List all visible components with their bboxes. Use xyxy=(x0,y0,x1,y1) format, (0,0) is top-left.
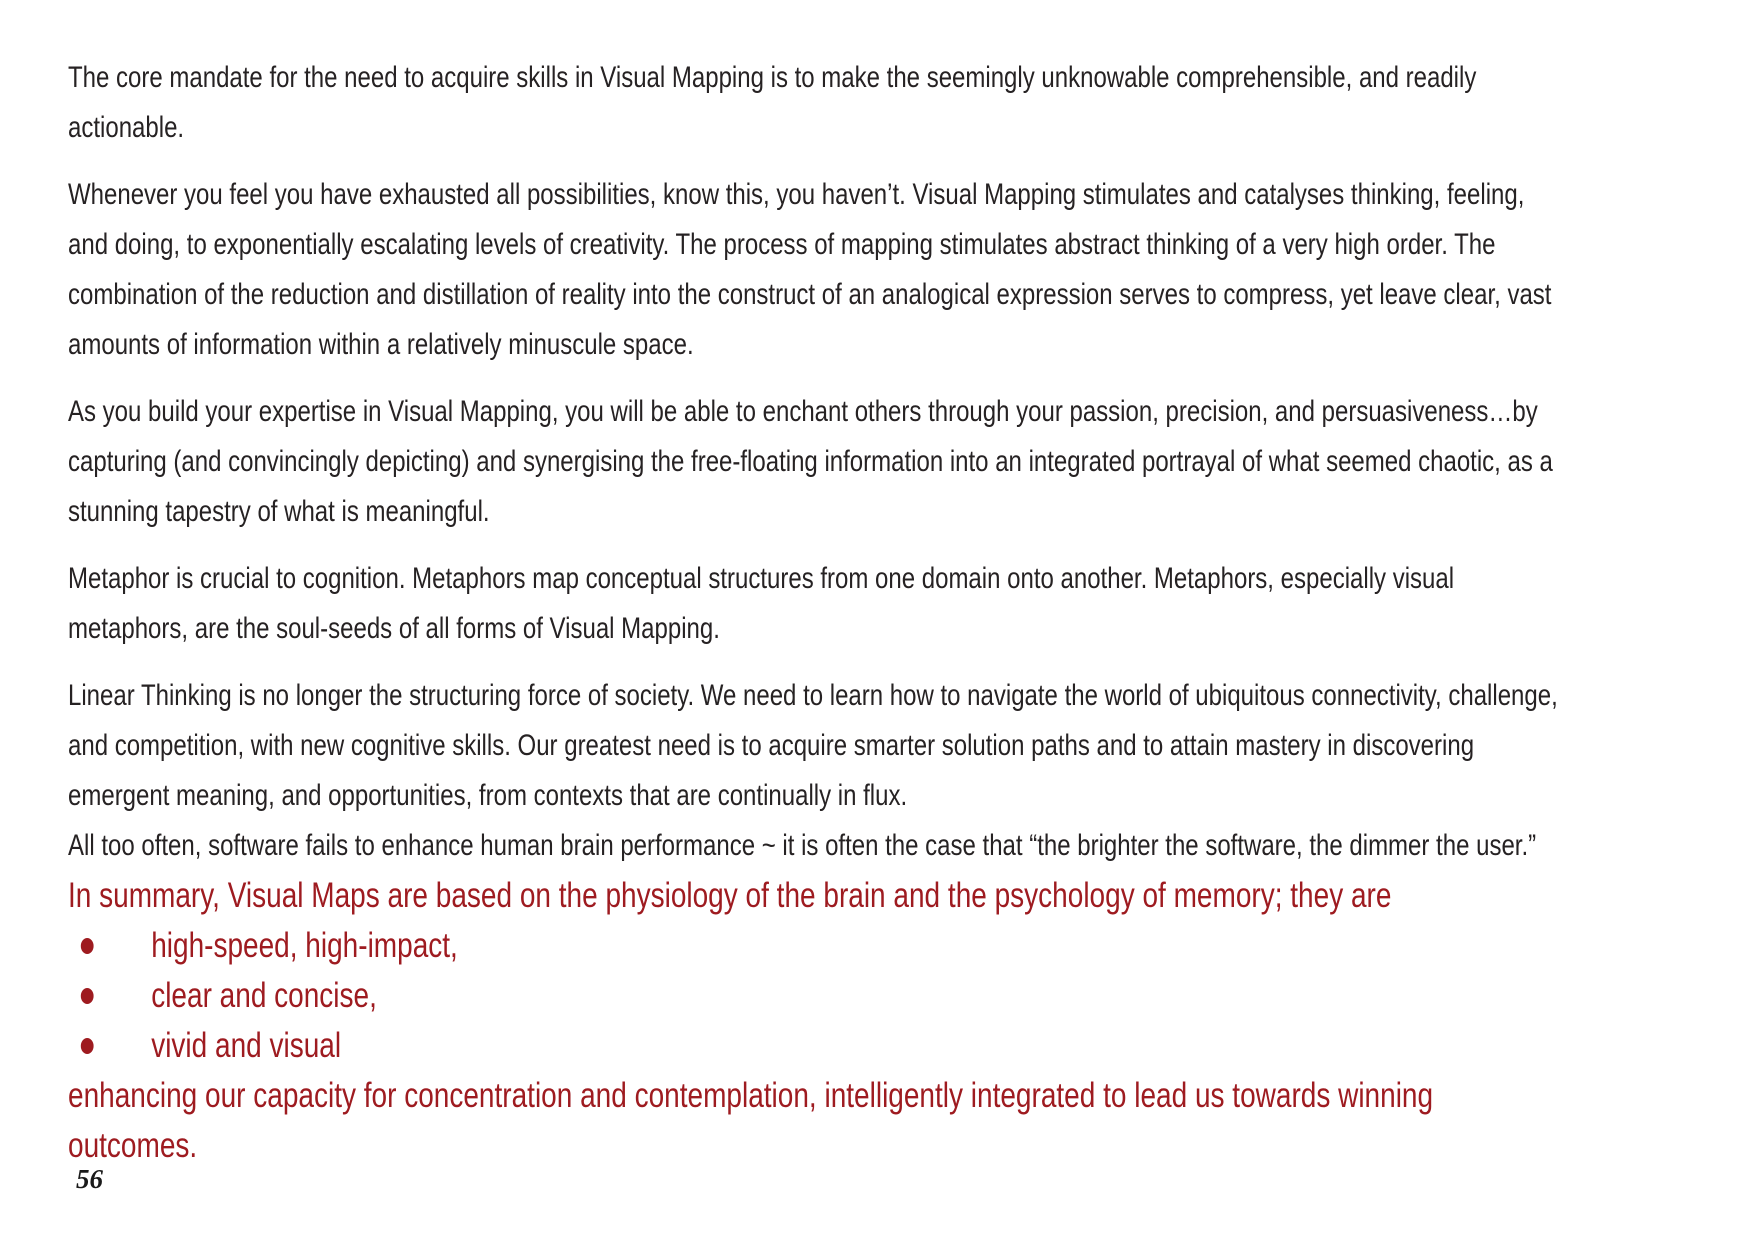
text-line: metaphors, are the soul-seeds of all forms of Visual Mapping. xyxy=(68,612,720,645)
text-line: combination of the reduction and distillation of reality into the construct of an analogical expression serves to compress, yet leave clear, vast xyxy=(68,278,1552,311)
text-line: The core mandate for the need to acquire skills in Visual Mapping is to make the seemingly unknowable comprehensible, and readily xyxy=(68,61,1477,94)
bullet-icon xyxy=(81,938,94,954)
body-paragraph xyxy=(68,671,1716,821)
text-line xyxy=(68,971,1716,1021)
bullet-text: high-speed, high-impact, xyxy=(151,926,458,965)
text-line xyxy=(68,1021,1716,1071)
text-line: stunning tapestry of what is meaningful. xyxy=(68,495,490,528)
body-paragraph xyxy=(68,821,1716,871)
text-line: capturing (and convincingly depicting) and synergising the free-floating information into an integrated portrayal of what seemed chaotic, as a xyxy=(68,445,1553,478)
body-paragraph xyxy=(68,387,1716,537)
body-paragraph xyxy=(68,53,1716,153)
text-line: In summary, Visual Maps are based on the physiology of the brain and the psychology of memory; they are xyxy=(68,876,1392,915)
red-heading-paragraph xyxy=(68,871,1716,921)
text-line: actionable. xyxy=(68,111,185,144)
bullet-text: vivid and visual xyxy=(151,1026,342,1065)
text-line: All too often, software fails to enhance human brain performance ~ it is often the case that “the brighter the software, the dimmer the user.” xyxy=(68,829,1537,862)
text-line: Linear Thinking is no longer the structuring force of society. We need to learn how to navigate the world of ubiquitous connectivity, challenge, xyxy=(68,679,1558,712)
text-line: amounts of information within a relatively minuscule space. xyxy=(68,328,694,361)
bullet-text: clear and concise, xyxy=(151,976,377,1015)
text-line xyxy=(68,921,1716,971)
bullet-icon xyxy=(81,1038,94,1054)
text-line: As you build your expertise in Visual Mapping, you will be able to enchant others through your passion, precision, and persuasiveness…by xyxy=(68,395,1538,428)
text-line: emergent meaning, and opportunities, from contexts that are continually in flux. xyxy=(68,779,908,812)
page-number: 56 xyxy=(76,1164,103,1194)
text-line: outcomes. xyxy=(68,1126,198,1165)
bullet-item xyxy=(68,921,1716,971)
text-line: Metaphor is crucial to cognition. Metaphors map conceptual structures from one domain onto another. Metaphors, especially visual xyxy=(68,562,1455,595)
text-content xyxy=(68,53,1716,1171)
bullet-item xyxy=(68,971,1716,1021)
text-line: and competition, with new cognitive skills. Our greatest need is to acquire smarter solution paths and to attain mastery in discovering xyxy=(68,729,1475,762)
body-paragraph xyxy=(68,554,1716,654)
text-line: and doing, to exponentially escalating levels of creativity. The process of mapping stimulates abstract thinking of a very high order. The xyxy=(68,228,1496,261)
text-line: Whenever you feel you have exhausted all possibilities, know this, you haven’t. Visual Mapping stimulates and catalyses thinking, feeling, xyxy=(68,178,1525,211)
bullet-item xyxy=(68,1021,1716,1071)
body-paragraph xyxy=(68,170,1716,370)
text-line: enhancing our capacity for concentration and contemplation, intelligently integrated to lead us towards winning xyxy=(68,1076,1434,1115)
bullet-icon xyxy=(81,988,94,1004)
red-body-paragraph xyxy=(68,1071,1716,1171)
